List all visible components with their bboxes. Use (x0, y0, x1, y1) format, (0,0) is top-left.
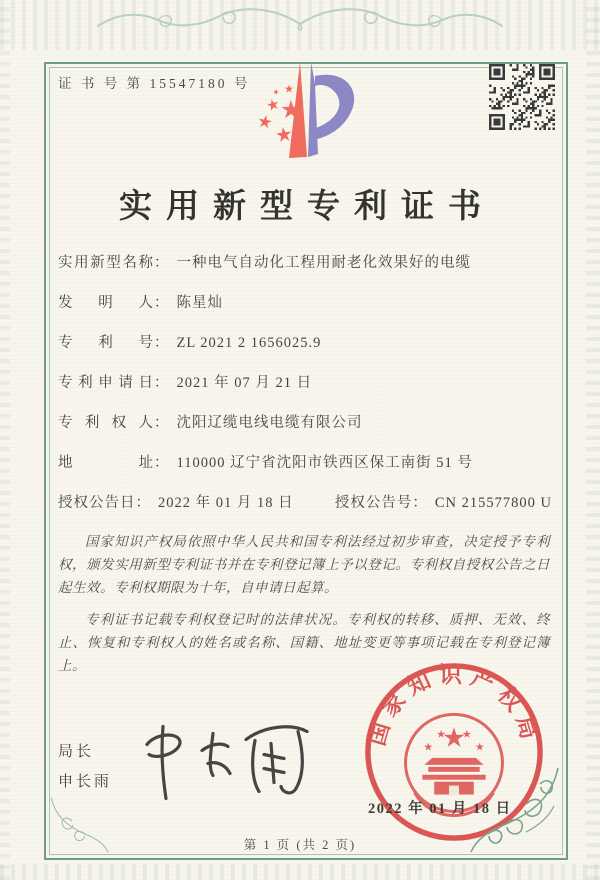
scroll-ornament-icon (90, 2, 510, 46)
field-label: 专利号 (58, 335, 154, 351)
cnipa-logo-icon (249, 56, 361, 166)
seal-date: 2022 年 01 月 18 日 (368, 801, 512, 817)
page-footer: 第 1 页 (共 2 页) (243, 838, 357, 852)
field-label: 专利申请日 (58, 375, 154, 391)
page-title: 实用新型专利证书 (119, 189, 495, 225)
legal-paragraph-1: 国家知识产权局依照中华人民共和国专利法经过初步审查，决定授予专利权，颁发实用新型专利证书并在专利登记簿上予以登记。专利权自授权公告之日起生效。专利权期限为十年，自申请日起算。 (58, 534, 550, 595)
legal-paragraph-2: 专利证书记载专利权登记时的法律状况。专利权的转移、质押、无效、终止、恢复和专利权人的姓名或名称、国籍、地址变更等事项记载在专利登记簿上。 (58, 612, 550, 673)
inventor-row: 发明人 ： 陈星灿 (58, 291, 552, 315)
patentee-value: 沈阳辽缆电线电缆有限公司 (176, 415, 363, 431)
patent-number-value: ZL 2021 2 1656025.9 (176, 335, 322, 351)
address-row: 地址 ： 110000 辽宁省沈阳市铁西区保工南街 51 号 (58, 451, 552, 475)
director-signature-icon (125, 710, 325, 806)
grant-number-label: 授权公告号 (334, 495, 413, 511)
grant-date-value: 2022 年 01 月 18 日 (158, 495, 294, 511)
filing-date-row: 专利申请日 ： 2021 年 07 月 21 日 (58, 371, 552, 395)
patent-name-value: 一种电气自动化工程用耐老化效果好的电缆 (176, 255, 471, 271)
edge-pattern-bottom (0, 864, 600, 880)
grant-date-label: 授权公告日 (58, 495, 136, 511)
field-label: 专利权人 (58, 415, 154, 431)
field-label: 发明人 (58, 295, 154, 311)
patent-name-row: 实用新型名称 ： 一种电气自动化工程用耐老化效果好的电缆 (58, 251, 552, 275)
certificate-number: 证 书 号 第 15547180 号 (58, 76, 251, 91)
field-label: 地址 (58, 455, 154, 471)
seal-arc-text: 国家知识产权局 (364, 662, 544, 749)
edge-pattern-right (586, 0, 600, 880)
field-list (58, 251, 552, 531)
inventor-value: 陈星灿 (176, 295, 223, 311)
qr-code (489, 64, 555, 130)
address-value: 110000 辽宁省沈阳市铁西区保工南街 51 号 (176, 455, 473, 471)
patentee-row: 专利权人 ： 沈阳辽缆电线电缆有限公司 (58, 411, 552, 435)
patent-number-row: 专利号 ： ZL 2021 2 1656025.9 (58, 331, 552, 355)
grant-row: 授权公告日 ： 2022 年 01 月 18 日 授权公告号 ： CN 215577800 U (58, 491, 552, 515)
director-name: 申长雨 (58, 774, 113, 790)
edge-pattern-left (0, 0, 10, 880)
director-title: 局长 (58, 744, 95, 760)
field-label: 实用新型名称 (58, 255, 154, 271)
grant-number-value: CN 215577800 U (434, 495, 552, 511)
filing-date-value: 2021 年 07 月 21 日 (176, 375, 313, 391)
